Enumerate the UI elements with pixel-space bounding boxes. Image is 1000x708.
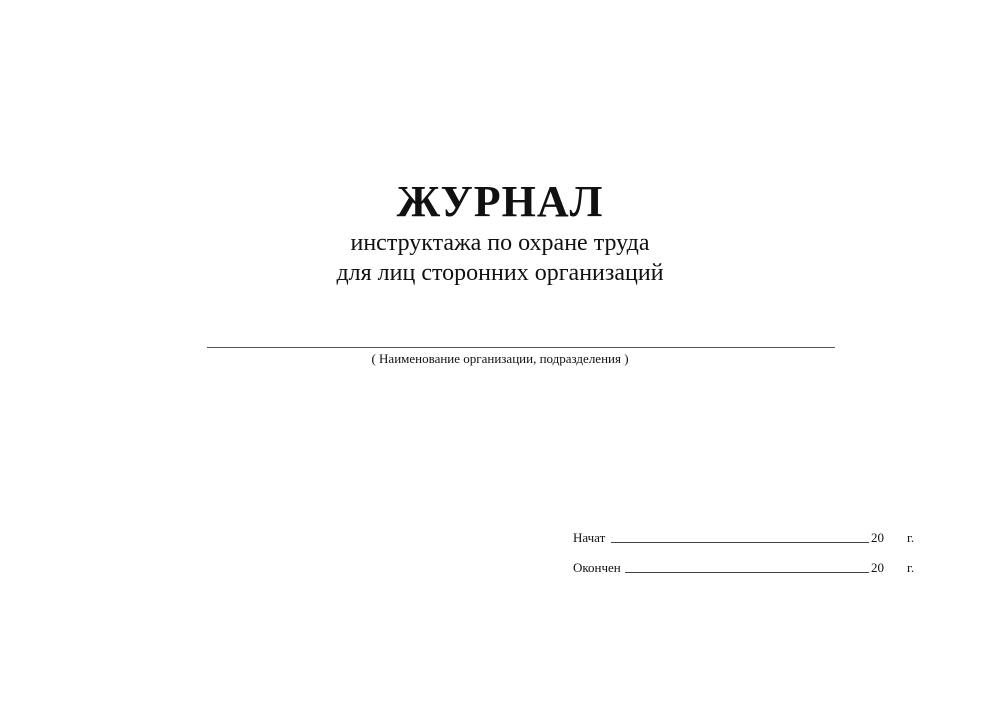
end-date-blank-line	[625, 572, 869, 573]
organization-name-blank-line	[207, 347, 835, 348]
end-date-label: Окончен	[573, 560, 621, 575]
journal-title: ЖУРНАЛ	[396, 177, 604, 226]
end-date-century: 20	[871, 560, 884, 575]
journal-subtitle-line1: инструктажа по охране труда	[350, 230, 650, 256]
start-date-blank-line	[611, 542, 869, 543]
start-date-year-suffix: г.	[907, 530, 915, 545]
journal-subtitle-line2: для лиц сторонних организаций	[336, 260, 664, 286]
start-date-century: 20	[871, 530, 884, 545]
end-date-year-suffix: г.	[907, 560, 915, 575]
organization-name-caption: ( Наименование организации, подразделения )	[371, 351, 629, 366]
start-date-label: Начат	[573, 530, 606, 545]
